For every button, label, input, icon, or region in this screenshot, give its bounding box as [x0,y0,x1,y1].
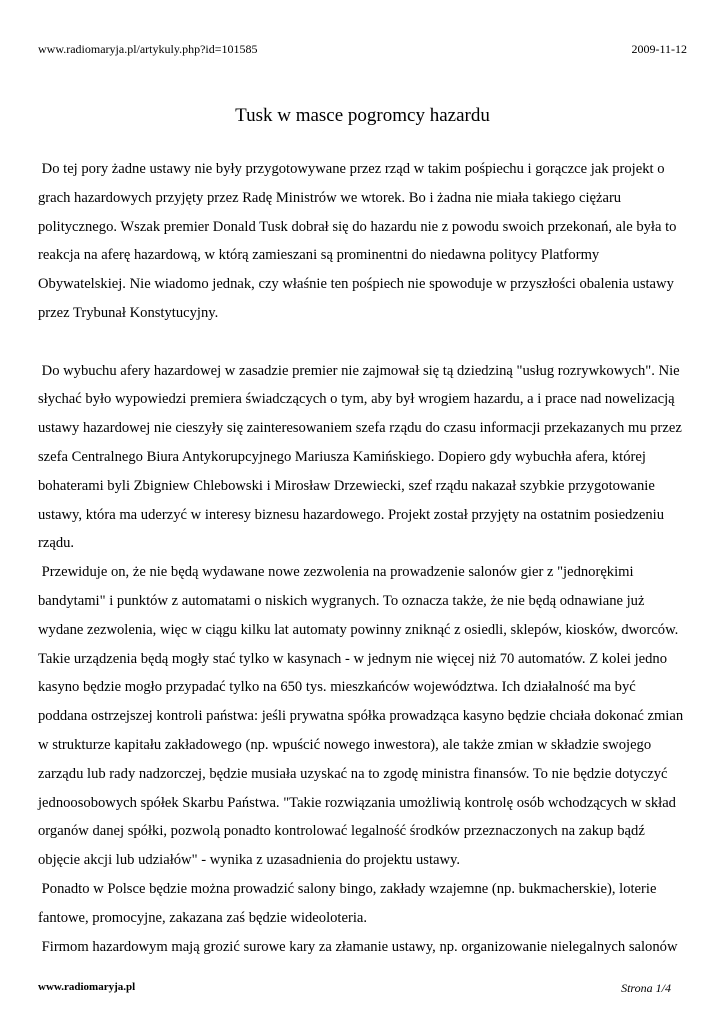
article-paragraph-4: Ponadto w Polsce będzie można prowadzić salony bingo, zakłady wzajemne (np. bukmacherskie), loterie fantowe, promocyjne, zakazana zaś będzie wideoloteria. [38,880,657,926]
article-paragraph-3: Przewiduje on, że nie będą wydawane nowe zezwolenia na prowadzenie salonów gier z "jednorękimi bandytami" i punktów z automatami o niskich wygranych. To oznacza także, że nie będą odnawiane już wydane zezwolenia, więc w ciągu kilku lat automaty powinny zniknąć z osiedli, sklepów, kiosków, dworców. Takie urządzenia będą mogły stać tylko w kasynach - w jednym nie więcej niż 70 automatów. Z kolei jedno kasyno będzie mogło przypadać tylko na 650 tys. mieszkańców województwa. Ich działalność ma być poddana ostrzejszej kontroli państwa: jeśli prywatna spółka prowadząca kasyno będzie chciała dokonać zmian w strukturze kapitału zakładowego (np. wpuścić nowego inwestora), ale także zmian w składzie swojego zarządu lub rady nadzorczej, będzie musiała uzyskać na to zgodę ministra finansów. To nie będzie dotyczyć jednoosobowych spółek Skarbu Państwa. "Takie rozwiązania umożliwią kontrolę osób wchodzących w skład organów danej spółki, pozwolą ponadto kontrolować legalność środków przeznaczonych na zakup bądź objęcie akcji lub udziałów" - wynika z uzasadnienia do projektu ustawy. [38,564,684,869]
footer-site: www.radiomaryja.pl [38,981,136,993]
footer-page-number: Strona 1/4 [621,981,671,995]
header-url: www.radiomaryja.pl/artykuly.php?id=101585 [38,42,258,56]
article-body [38,155,690,961]
article-paragraph-1: Do tej pory żadne ustawy nie były przygotowywane przez rząd w takim pośpiechu i gorączce jak projekt o grach hazardowych przyjęty przez Radę Ministrów we wtorek. Bo i żadna nie miała takiego ciężaru politycznego. Wszak premier Donald Tusk dobrał się do hazardu nie z powodu swoich przekonań, ale była to reakcja na aferę hazardową, w którą zamieszani są prominentni do niedawna politycy Platformy Obywatelskiej. Nie wiadomo jednak, czy właśnie ten pośpiech nie spowoduje w przyszłości obalenia ustawy przez Trybunał Konstytucyjny. [38,161,677,321]
article-paragraph-5: Firmom hazardowym mają grozić surowe kary za złamanie ustawy, np. organizowanie nielegalnych salonów [38,938,678,955]
article-title: Tusk w masce pogromcy hazardu [235,105,490,126]
paragraph-spacer [38,328,690,357]
header-date: 2009-11-12 [631,42,687,56]
article-paragraph-2: Do wybuchu afery hazardowej w zasadzie premier nie zajmował się tą dziedziną "usług rozrywkowych". Nie słychać było wypowiedzi premiera świadczących o tym, aby był wrogiem hazardu, a i prace nad nowelizacją ustawy hazardowej nie cieszyły się zainteresowaniem szefa rządu do czasu informacji przekazanych mu przez szefa Centralnego Biura Antykorupcyjnego Mariusza Kamińskiego. Dopiero gdy wybuchła afera, której bohaterami byli Zbigniew Chlebowski i Mirosław Drzewiecki, szef rządu nakazał szybkie przygotowanie ustawy, która ma uderzyć w interesy biznesu hazardowego. Projekt został przyjęty na ostatnim posiedzeniu rządu. [38,362,682,552]
